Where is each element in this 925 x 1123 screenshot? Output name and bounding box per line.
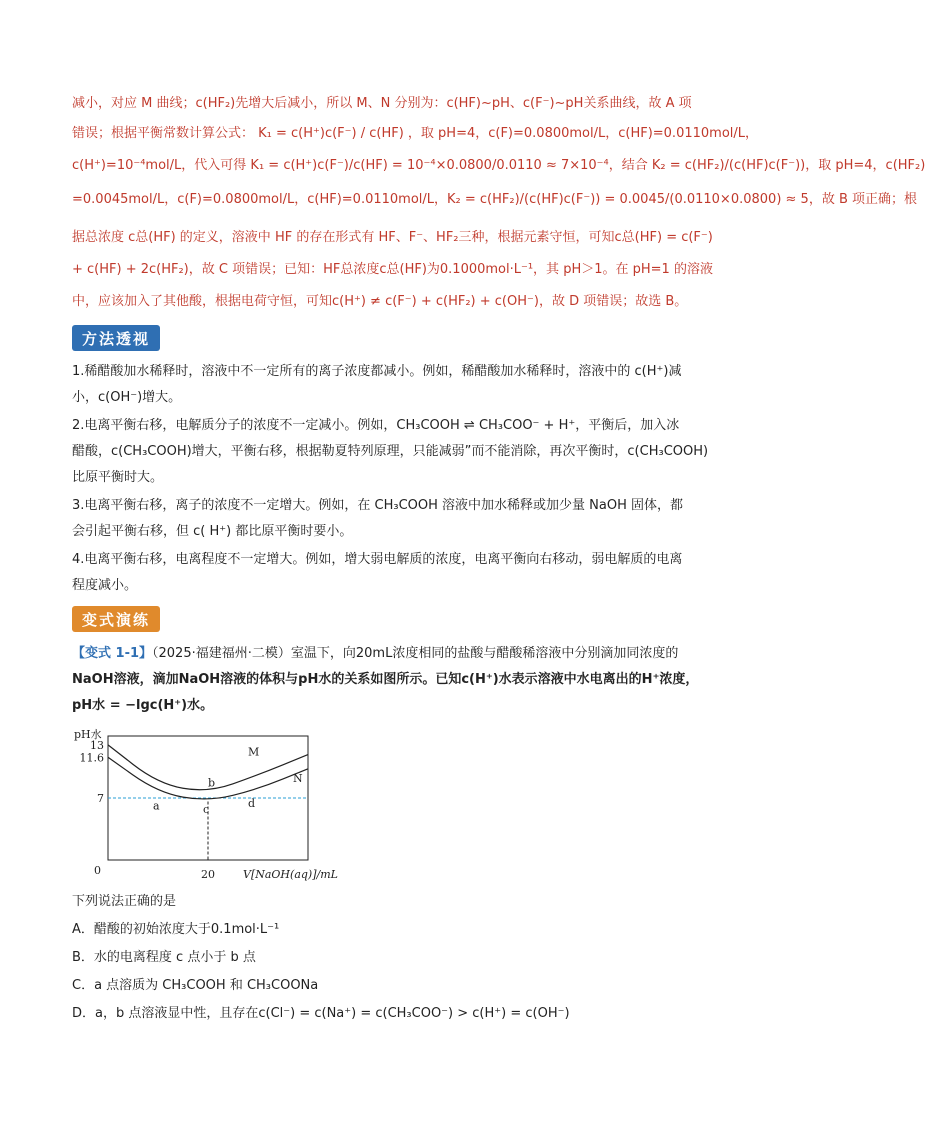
- question-line-3: pH水 = −lgc(H⁺)水。: [72, 698, 214, 713]
- solution-line-5: 据总浓度 c总(HF) 的定义，溶液中 HF 的存在形式有 HF、F⁻、HF₂三种，根据元素守恒，可知c总(HF) = c(F⁻): [72, 230, 713, 245]
- solution-line-7: 中，应该加入了其他酸，根据电荷守恒，可知c(H⁺) ≠ c(F⁻) + c(HF₂) + c(OH⁻)，故 D 项错误；故选 B。: [72, 294, 688, 309]
- question-line-1-rest: （2025·福建福州·二模）室温下，向20mL浓度相同的盐酸与醋酸稀溶液中分别滴加同浓度的: [152, 646, 679, 661]
- point-label-d: d: [248, 796, 256, 810]
- option-b: B．水的电离程度 c 点小于 b 点: [72, 950, 256, 965]
- method-line: 3.电离平衡右移，离子的浓度不一定增大。例如，在 CH₃COOH 溶液中加水稀释或加少量 NaOH 固体，都: [72, 498, 684, 513]
- question-line-2: NaOH溶液，滴加NaOH溶液的体积与pH水的关系如图所示。已知c(H⁺)水表示溶液中水电离出的H⁺浓度，: [72, 672, 699, 687]
- option-c: C．a 点溶质为 CH₃COOH 和 CH₃COONa: [72, 978, 319, 993]
- question-line-1: [72, 642, 678, 661]
- option-a: A．醋酸的初始浓度大于0.1mol·L⁻¹: [72, 922, 280, 937]
- practice-banner: 变式演练: [72, 606, 160, 632]
- solution-line-3: c(H⁺)=10⁻⁴mol/L，代入可得 K₁ = c(H⁺)c(F⁻)/c(HF) = 10⁻⁴×0.0800/0.0110 ≈ 7×10⁻⁴，结合 K₂ = c(HF₂)/(c(HF)c(F⁻))，取 pH=4，c(HF₂): [72, 158, 925, 173]
- point-label-b: b: [208, 776, 216, 790]
- point-label-N: N: [293, 772, 303, 786]
- y-tick-label: 7: [97, 792, 104, 805]
- y-tick-label: 13: [90, 738, 104, 752]
- point-label-M: M: [248, 745, 260, 759]
- ph-chart: [72, 726, 338, 886]
- y-axis-label: pH水: [74, 728, 102, 741]
- question-tag: 【变式 1-1】: [72, 646, 153, 661]
- point-label-c: c: [203, 803, 210, 817]
- method-line: 4.电离平衡右移，电离程度不一定增大。例如，增大弱电解质的浓度，电离平衡向右移动，弱电解质的电离: [72, 552, 683, 567]
- point-label-a: a: [153, 799, 160, 813]
- method-line: 会引起平衡右移，但 c( H⁺) 都比原平衡时要小。: [72, 524, 353, 539]
- y-tick-label: 11.6: [79, 751, 104, 765]
- method-line: 醋酸，c(CH₃COOH)增大，平衡右移，根据勒夏特列原理，只能减弱”而不能消除，再次平衡时，c(CH₃COOH): [72, 444, 709, 459]
- method-banner: 方法透视: [72, 325, 160, 351]
- method-line: 比原平衡时大。: [72, 470, 164, 485]
- x-tick-label: 20: [201, 868, 215, 881]
- method-line: 1.稀醋酸加水稀释时，溶液中不一定所有的离子浓度都减小。例如，稀醋酸加水稀释时，溶液中的 c(H⁺)减: [72, 364, 682, 379]
- ph-chart-svg: [72, 726, 338, 886]
- question-prompt: 下列说法正确的是: [72, 894, 177, 909]
- method-line: 小，c(OH⁻)增大。: [72, 390, 182, 405]
- x-axis-label: V[NaOH(aq)]/mL: [243, 868, 338, 881]
- method-line: 2.电离平衡右移，电解质分子的浓度不一定减小。例如，CH₃COOH ⇌ CH₃COO⁻ + H⁺，平衡后，加入冰: [72, 418, 680, 433]
- solution-line-1: 减小，对应 M 曲线；c(HF₂)先增大后减小，所以 M、N 分别为：c(HF)~pH、c(F⁻)~pH关系曲线，故 A 项: [72, 96, 692, 111]
- origin-label: 0: [94, 864, 101, 877]
- solution-line-6: + c(HF) + 2c(HF₂)，故 C 项错误；已知：HF总浓度c总(HF)为0.1000mol·L⁻¹，其 pH＞1。在 pH=1 的溶液: [72, 262, 713, 277]
- solution-line-4: =0.0045mol/L，c(F)=0.0800mol/L，c(HF)=0.0110mol/L，K₂ = c(HF₂)/(c(HF)c(F⁻)) = 0.0045/(0.0110×0.0800) ≈ 5，故 B 项正确；根: [72, 192, 918, 207]
- method-line: 程度减小。: [72, 578, 138, 593]
- option-d: D．a，b 点溶液显中性，且存在c(Cl⁻) = c(Na⁺) = c(CH₃COO⁻) > c(H⁺) = c(OH⁻): [72, 1006, 570, 1021]
- solution-line-2: 错误；根据平衡常数计算公式： K₁ = c(H⁺)c(F⁻) / c(HF) ，取 pH=4，c(F)=0.0800mol/L，c(HF)=0.0110mol/L，: [72, 126, 759, 141]
